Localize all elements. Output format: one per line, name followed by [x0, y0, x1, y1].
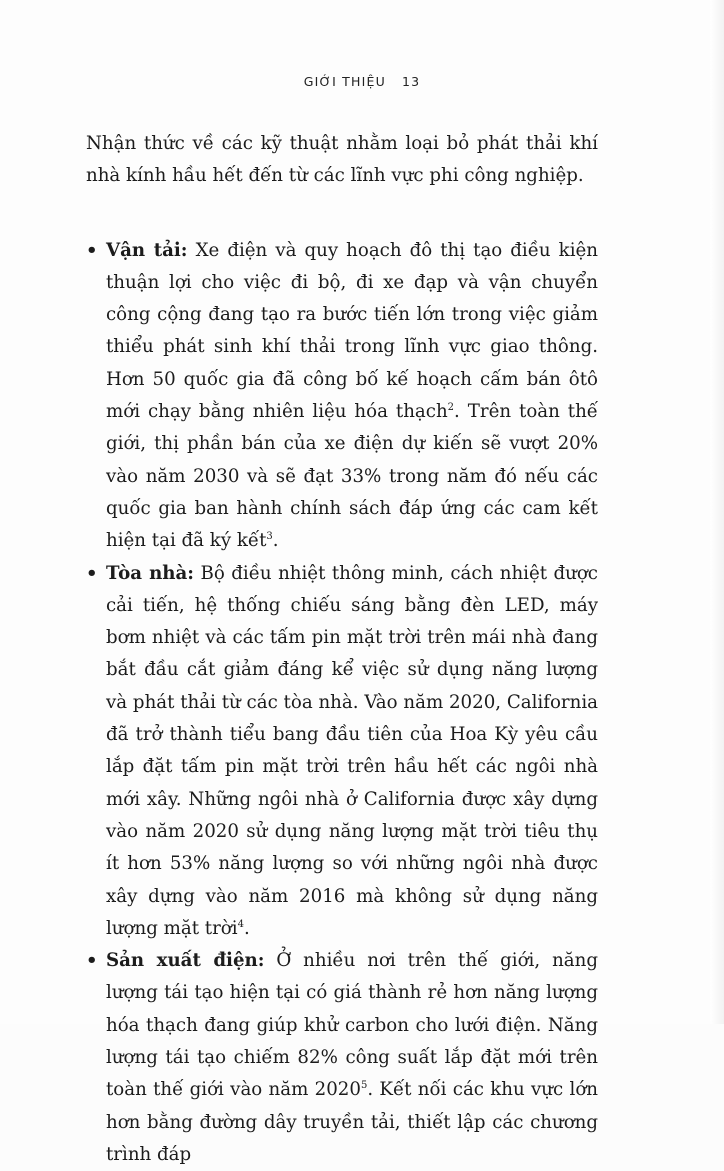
bullet-text: . [243, 917, 250, 939]
footnote-ref: 4 [237, 918, 244, 930]
bullet-text: . Kết nối các khu vực lớn hơn bằng đường dây truyền tải, thiết lập các chương trình đáp [106, 1079, 598, 1165]
bullet-text: Ở nhiều nơi trên thế giới, năng lượng tái tạo hiện tại có giá thành rẻ hơn năng lượng hóa thạch đang giúp khử carbon cho lưới điện. Năng lượng tái tạo chiếm 82% công suất lắp đặt mới trên toàn thế giới vào năm 2020 [106, 950, 598, 1101]
bullet-text: Bộ điều nhiệt thông minh, cách nhiệt được cải tiến, hệ thống chiếu sáng bằng đèn LED, máy bơm nhiệt và các tấm pin mặt trời trên mái nhà đang bắt đầu cắt giảm đáng kể việc sử dụng năng lượng và phát thải từ các tòa nhà. Vào năm 2020, California đã trở thành tiểu bang đầu tiên của Hoa Kỳ yêu cầu lắp đặt tấm pin mặt trời trên hầu hết các ngôi nhà mới xây. Những ngôi nhà ở California được xây dựng vào năm 2020 sử dụng năng lượng mặt trời tiêu thụ ít hơn 53% năng lượng so với những ngôi nhà được xây dựng vào năm 2016 mà không sử dụng năng lượng mặt trời [106, 562, 598, 939]
bullet-list [86, 235, 598, 1171]
chapter-title: GIỚI THIỆU [303, 74, 386, 89]
bullet-text: . Trên toàn thế giới, thị phần bán của xe điện dự kiến sẽ vượt 20% vào năm 2030 và sẽ đạt 33% trong năm đó nếu các quốc gia ban hành chính sách đáp ứng các cam kết hiện tại đã ký kết [106, 401, 598, 552]
intro-paragraph: Nhận thức về các kỹ thuật nhằm loại bỏ phát thải khí nhà kính hầu hết đến từ các lĩnh vực phi công nghiệp. [86, 133, 598, 187]
page-edge-shadow [710, 0, 724, 1024]
bullet-transport [86, 235, 598, 558]
footnote-ref: 3 [266, 531, 273, 543]
footnote-ref: 2 [447, 402, 455, 414]
bullet-dot-icon: • [86, 239, 98, 261]
bullet-term: Tòa nhà: [106, 562, 195, 584]
running-header [0, 74, 724, 89]
page-number: 13 [401, 74, 421, 89]
bullet-electricity [86, 945, 598, 1171]
bullet-text: Xe điện và quy hoạch đô thị tạo điều kiện thuận lợi cho việc đi bộ, đi xe đạp và vận chuyển công cộng đang tạo ra bước tiến lớn trong việc giảm thiểu phát sinh khí thải trong lĩnh vực giao thông. Hơn 50 quốc gia đã công bố kế hoạch cấm bán ôtô mới chạy bằng nhiên liệu hóa thạch [106, 239, 598, 423]
bullet-term: Vận tải: [106, 239, 188, 261]
bullet-dot-icon: • [86, 562, 98, 584]
bullet-dot-icon: • [86, 950, 98, 972]
bullet-term: Sản xuất điện: [106, 950, 265, 972]
bullet-buildings [86, 558, 598, 946]
body-text [86, 128, 598, 1171]
bullet-text: . [272, 530, 279, 552]
footnote-ref: 5 [360, 1080, 368, 1092]
